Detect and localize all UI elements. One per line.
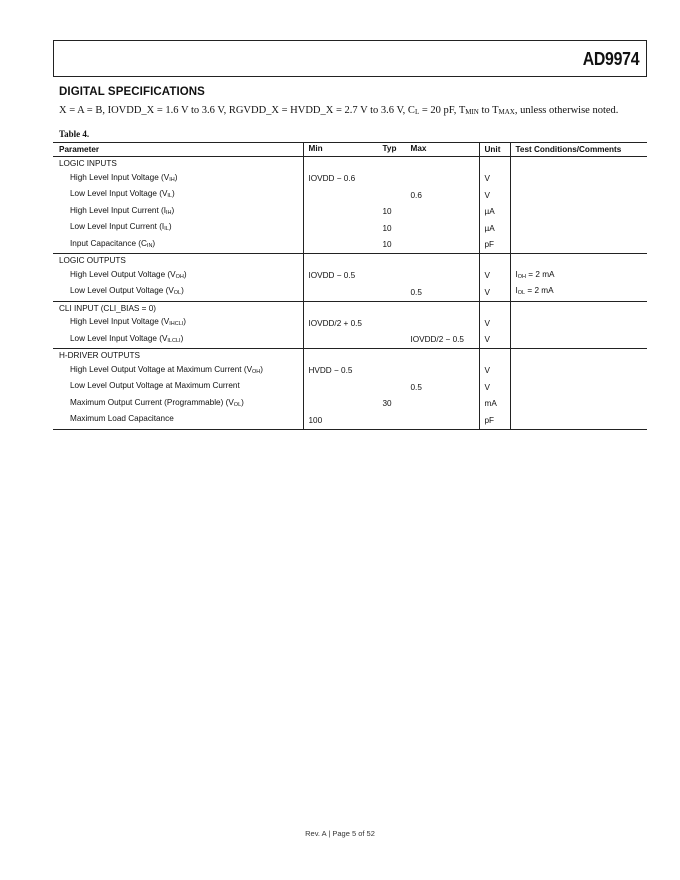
page-header: [53, 40, 647, 77]
unit-cell: V: [479, 332, 510, 349]
typ-value: 10: [382, 223, 392, 233]
param-text: High Level Input Current (I: [70, 205, 167, 215]
max-value: 0.6: [410, 190, 422, 200]
param-text: High Level Input Voltage (V: [70, 172, 170, 182]
group-name: CLI INPUT (CLI_BIAS = 0): [53, 301, 303, 315]
unit-cell: µA: [479, 204, 510, 221]
param-text: Input Capacitance (C: [70, 238, 147, 248]
header-comments: Test Conditions/Comments: [510, 143, 647, 157]
param-text: High Level Output Voltage at Maximum Current (V: [70, 364, 253, 374]
conditions-text-4: , unless otherwise noted.: [514, 105, 619, 116]
group-cell: [429, 301, 479, 315]
group-cell: [479, 157, 510, 171]
param-subscript: IL: [167, 193, 172, 199]
param-text-end: ): [181, 286, 184, 295]
unit-cell: V: [479, 363, 510, 380]
group-cell: [510, 301, 647, 315]
values-cell: [303, 171, 429, 188]
param-subscript: IH: [169, 176, 175, 183]
table-row: [53, 284, 647, 301]
max-overflow-cell: [429, 363, 479, 380]
group-row: [53, 254, 647, 268]
group-row: [53, 349, 647, 363]
param-cell: [53, 332, 303, 349]
table-row: [53, 412, 647, 429]
group-cell: [479, 254, 510, 268]
group-name: H-DRIVER OUTPUTS: [53, 349, 303, 363]
unit-cell: mA: [479, 396, 510, 413]
max-value: 0.5: [410, 382, 422, 392]
max-overflow-cell: [429, 268, 479, 285]
comment-text: I: [515, 269, 518, 279]
unit-cell: V: [479, 379, 510, 396]
param-cell: [53, 204, 303, 221]
comment-cell: [510, 379, 647, 396]
param-subscript: IL: [164, 226, 169, 232]
page-footer: Rev. A | Page 5 of 52: [305, 829, 375, 838]
comment-subscript: OL: [517, 290, 526, 296]
comment-cell: [510, 171, 647, 188]
param-text-end: ): [260, 364, 264, 374]
section-title: DIGITAL SPECIFICATIONS: [59, 86, 205, 98]
param-cell: [53, 396, 303, 413]
param-text-end: ): [183, 317, 187, 326]
unit-cell: V: [479, 171, 510, 188]
unit-cell: V: [479, 268, 510, 285]
param-subscript: IH: [166, 209, 172, 216]
group-cell: [479, 349, 510, 363]
group-cell: [303, 157, 429, 171]
param-text: Low Level Output Voltage at Maximum Current: [70, 381, 240, 390]
group-name: LOGIC OUTPUTS: [53, 254, 303, 268]
values-cell: [303, 268, 429, 285]
comment-cell: [510, 284, 647, 301]
param-text-end: ): [172, 189, 175, 198]
param-subscript: ILCLI: [167, 337, 181, 344]
param-cell: [53, 268, 303, 285]
min-value: IOVDD/2 + 0.5: [308, 318, 362, 328]
param-text: Low Level Input Current (I: [70, 222, 165, 231]
param-subscript: IN: [146, 242, 153, 249]
param-text-end: ): [183, 269, 187, 279]
max-overflow-cell: [429, 171, 479, 188]
comment-cell: [510, 315, 647, 332]
table-title: Table 4.: [59, 129, 90, 139]
table-row: [53, 332, 647, 349]
param-text: Low Level Output Voltage (V: [70, 286, 174, 295]
conditions-sub-min: MIN: [465, 108, 479, 116]
conditions-text-2: = 20 pF, T: [419, 105, 466, 116]
param-subscript: IHCLI: [169, 321, 184, 327]
min-value: IOVDD − 0.5: [308, 271, 356, 280]
typ-value: 30: [382, 399, 392, 408]
conditions-text-3: to T: [478, 105, 499, 116]
param-text-end: ): [171, 205, 175, 215]
group-name: LOGIC INPUTS: [53, 157, 303, 171]
values-cell: [303, 284, 429, 301]
comment-cell: [510, 363, 647, 380]
group-cell: [429, 157, 479, 171]
values-cell: [303, 379, 429, 396]
unit-cell: µA: [479, 220, 510, 237]
param-text: High Level Input Voltage (V: [70, 317, 170, 326]
values-cell: [303, 332, 464, 349]
param-cell: [53, 220, 303, 237]
param-text: Low Level Input Voltage (V: [70, 333, 168, 343]
max-overflow-cell: [429, 396, 479, 413]
param-cell: [53, 412, 303, 429]
param-text-end: ): [168, 222, 172, 231]
max-overflow-cell: [429, 187, 479, 204]
param-subscript: OH: [252, 368, 261, 375]
header-parameter: Parameter: [53, 143, 303, 157]
param-cell: [53, 363, 303, 380]
group-cell: [510, 349, 647, 363]
typ-value: 10: [382, 240, 392, 249]
comment-cell: [510, 237, 647, 254]
conditions-sub-l: L: [414, 108, 420, 116]
param-subscript: OL: [233, 401, 242, 408]
param-cell: [53, 379, 303, 396]
comment-cell: [510, 220, 647, 237]
values-cell: [303, 220, 429, 237]
max-value: IOVDD/2 − 0.5: [410, 335, 464, 344]
max-overflow-cell: [429, 379, 479, 396]
unit-cell: V: [479, 284, 510, 301]
comment-text-end: = 2 mA: [525, 286, 554, 295]
comment-cell: [510, 332, 647, 349]
comment-cell: [510, 412, 647, 429]
min-value: HVDD − 0.5: [308, 366, 353, 375]
param-text-end: ): [241, 397, 244, 407]
table-row: [53, 171, 647, 188]
header-spacer: [429, 143, 479, 157]
param-text-end: ): [174, 172, 178, 182]
comment-cell: [510, 187, 647, 204]
unit-cell: pF: [479, 412, 510, 429]
values-cell: [303, 396, 429, 413]
table-row: [53, 220, 647, 237]
param-cell: [53, 171, 303, 188]
max-overflow-cell: [429, 237, 479, 254]
group-row: [53, 157, 647, 171]
group-cell: [510, 254, 647, 268]
header-unit: Unit: [479, 143, 510, 157]
values-cell: [303, 187, 429, 204]
values-cell: [303, 237, 429, 254]
comment-text: I: [515, 286, 518, 295]
comment-cell: [510, 268, 647, 285]
group-cell: [303, 301, 429, 315]
values-cell: [303, 412, 429, 429]
group-cell: [479, 301, 510, 315]
param-subscript: OH: [175, 273, 184, 280]
group-cell: [429, 349, 479, 363]
spec-table: [53, 142, 647, 430]
unit-cell: V: [479, 187, 510, 204]
comment-cell: [510, 396, 647, 413]
group-row: [53, 301, 647, 315]
param-text: High Level Output Voltage (V: [70, 269, 176, 279]
header-max: Max: [410, 144, 427, 153]
table-row: [53, 237, 647, 254]
unit-cell: pF: [479, 237, 510, 254]
param-cell: [53, 315, 303, 332]
table-row: [53, 396, 647, 413]
param-cell: [53, 237, 303, 254]
param-text: Maximum Load Capacitance: [70, 414, 174, 423]
group-cell: [303, 349, 429, 363]
min-value: IOVDD − 0.6: [308, 174, 356, 183]
param-subscript: OL: [173, 290, 182, 296]
param-cell: [53, 187, 303, 204]
part-number: AD9974: [582, 49, 639, 69]
unit-cell: V: [479, 315, 510, 332]
max-overflow-cell: [429, 204, 479, 221]
table-row: [53, 187, 647, 204]
table-row: [53, 379, 647, 396]
group-cell: [510, 157, 647, 171]
conditions-sub-max: MAX: [498, 108, 515, 116]
max-overflow-cell: [429, 220, 479, 237]
min-value: 100: [308, 415, 323, 425]
header-min-typ-max: [303, 143, 429, 157]
table-row: [53, 204, 647, 221]
header-min: Min: [308, 144, 323, 153]
table-header-row: [53, 143, 647, 157]
values-cell: [303, 204, 429, 221]
group-cell: [429, 254, 479, 268]
param-text: Maximum Output Current (Programmable) (V: [70, 397, 234, 407]
table-row: [53, 363, 647, 380]
param-text: Low Level Input Voltage (V: [70, 189, 168, 198]
param-cell: [53, 284, 303, 301]
comment-cell: [510, 204, 647, 221]
comment-subscript: OH: [517, 273, 527, 280]
conditions-text-1: X = A = B, IOVDD_X = 1.6 V to 3.6 V, RGVDD_X = HVDD_X = 2.7 V to 3.6 V, C: [59, 105, 415, 116]
table-row: [53, 268, 647, 285]
max-overflow-cell: [429, 284, 479, 301]
values-cell: [303, 363, 429, 380]
max-overflow-cell: [429, 412, 479, 429]
param-text-end: ): [180, 333, 184, 343]
table-row: [53, 315, 647, 332]
values-cell: [303, 315, 429, 332]
group-cell: [303, 254, 429, 268]
header-typ: Typ: [382, 144, 397, 153]
param-text-end: ): [152, 238, 156, 248]
max-value: 0.5: [410, 287, 422, 297]
max-overflow-cell: [429, 315, 479, 332]
operating-conditions: [59, 105, 659, 116]
comment-text-end: = 2 mA: [526, 269, 555, 279]
typ-value: 10: [382, 207, 392, 216]
